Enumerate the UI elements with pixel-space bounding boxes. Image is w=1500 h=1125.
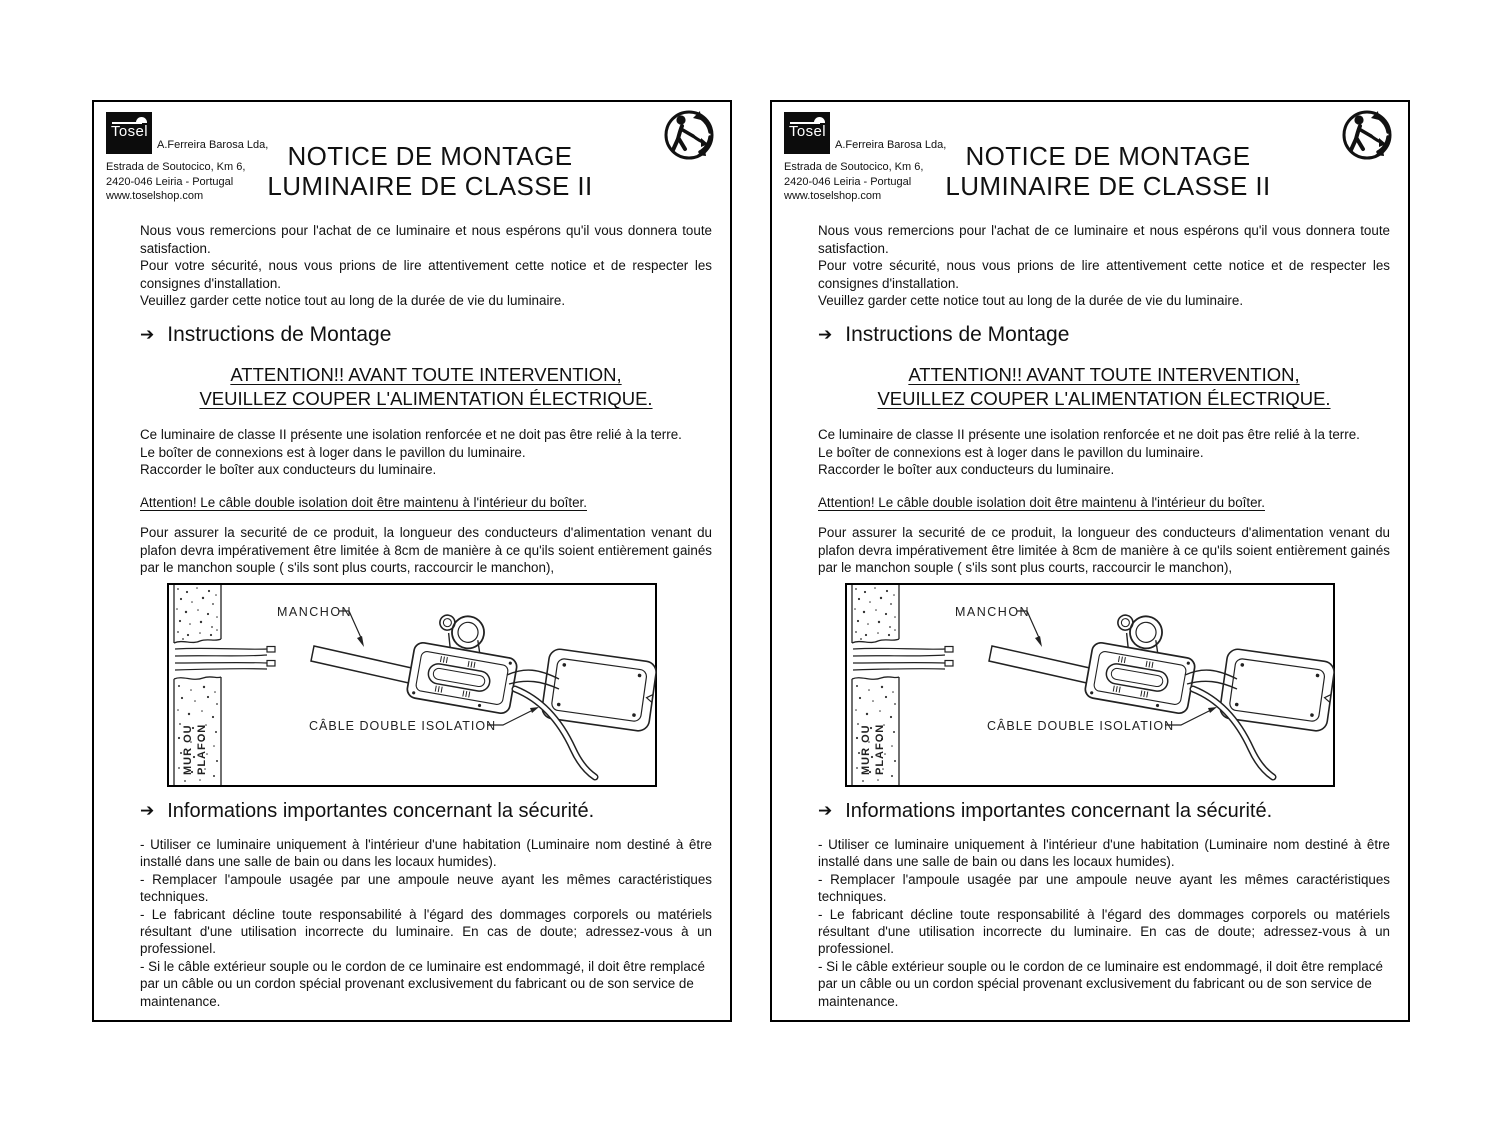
- class2-line-3: Raccorder le boîter aux conducteurs du luminaire.: [818, 462, 1115, 477]
- safety-item: - Le fabricant décline toute responsabilité à l'égard des dommages corporels ou matériels résultant d'une utilisation incorrecte du luminaire. En cas de doute; adressez-vous à un professionel.: [140, 906, 712, 957]
- class2-line-2: Le boîter de connexions est à loger dans le pavillon du luminaire.: [818, 444, 1204, 460]
- section-heading-securite: [818, 799, 1390, 822]
- section-heading-securite-label: Informations importantes concernant la sécurité.: [845, 799, 1273, 822]
- notice-page: [92, 100, 732, 1022]
- intro-p2: Pour votre sécurité, nous vous prions de lire attentivement cette notice et de respecter les consignes d'installation.: [818, 258, 1390, 291]
- section-heading-montage: [818, 322, 1390, 346]
- warning-line-2: VEUILLEZ COUPER L'ALIMENTATION ÉLECTRIQUE.: [877, 388, 1331, 409]
- safety-item: - Utiliser ce luminaire uniquement à l'intérieur d'une habitation (Luminaire nom destiné à être installé dans une salle de bain ou dans les locaux humides).: [818, 837, 1390, 870]
- triman-recycling-icon: [1340, 106, 1398, 164]
- assembly-diagram-svg: [167, 583, 657, 787]
- cable-note: Attention! Le câble double isolation doit être maintenu à l'intérieur du boîter.: [140, 494, 587, 510]
- triman-recycling-icon: [662, 106, 720, 164]
- wall-label-line2: PLAFON: [874, 723, 886, 775]
- safety-item: - Remplacer l'ampoule usagée par une ampoule neuve ayant les mêmes caractéristiques techniques.: [140, 871, 712, 905]
- assembly-diagram: [167, 583, 657, 787]
- intro-p1: Nous vous remercions pour l'achat de ce luminaire et nous espérons qu'il vous donnera toute satisfaction.: [140, 223, 712, 256]
- warning-banner: [818, 363, 1390, 411]
- cable-label: CÂBLE DOUBLE ISOLATION: [309, 718, 497, 733]
- safety-list: [818, 836, 1390, 1010]
- wall-label-line1: MUR OU: [860, 723, 872, 775]
- tosel-logo: [784, 112, 830, 154]
- cable-note: Attention! Le câble double isolation doit être maintenu à l'intérieur du boîter.: [818, 494, 1265, 510]
- manchon-label: MANCHON: [277, 604, 353, 619]
- logo-brand-text: Tosel: [111, 123, 149, 140]
- arrow-right-icon: ➔: [140, 800, 155, 821]
- safety-item: - Remplacer l'ampoule usagée par une ampoule neuve ayant les mêmes caractéristiques techniques.: [818, 871, 1390, 905]
- intro-p3: Veuillez garder cette notice tout au long de la durée de vie du luminaire.: [818, 293, 1244, 308]
- address-line-1: Estrada de Soutocico, Km 6,: [784, 161, 924, 173]
- intro-paragraphs: [140, 222, 712, 310]
- document-title: [852, 141, 1364, 201]
- address-line-2: 2420-046 Leiria - Portugal: [106, 175, 234, 188]
- title-line-1: NOTICE DE MONTAGE: [965, 141, 1251, 171]
- title-line-2: LUMINAIRE DE CLASSE II: [945, 171, 1271, 201]
- notice-page: [770, 100, 1410, 1022]
- length-note: Pour assurer la securité de ce produit, la longueur des conducteurs d'alimentation venant du plafon devra impérativement être limitée à 8cm de manière à ce qu'ils soient entièrement gainés par le manchon souple ( s'ils sont plus courts, raccourcir le manchon),: [818, 525, 1390, 575]
- company-name: A.Ferreira Barosa Lda,: [835, 139, 947, 151]
- arrow-right-icon: ➔: [818, 324, 833, 345]
- logo-brand-text: Tosel: [789, 123, 827, 140]
- class2-paragraph: [818, 426, 1390, 479]
- address-line-1: Estrada de Soutocico, Km 6,: [106, 161, 246, 173]
- safety-item: - Si le câble extérieur souple ou le cordon de ce luminaire est endommagé, il doit être remplacé par un câble ou un cordon spécial provenant exclusivement du fabricant ou de son service de maintenance.: [818, 958, 1383, 1009]
- warning-line-1: ATTENTION!! AVANT TOUTE INTERVENTION,: [908, 364, 1300, 385]
- section-heading-securite-label: Informations importantes concernant la sécurité.: [167, 799, 595, 822]
- class2-line-1: Ce luminaire de classe II présente une isolation renforcée et ne doit pas être relié à la terre.: [818, 427, 1360, 442]
- safety-item: - Si le câble extérieur souple ou le cordon de ce luminaire est endommagé, il doit être remplacé par un câble ou un cordon spécial provenant exclusivement du fabricant ou de son service de maintenance.: [140, 958, 705, 1009]
- intro-paragraphs: [818, 222, 1390, 310]
- title-line-1: NOTICE DE MONTAGE: [287, 141, 573, 171]
- intro-p2: Pour votre sécurité, nous vous prions de lire attentivement cette notice et de respecter les consignes d'installation.: [140, 258, 712, 291]
- class2-line-2: Le boîter de connexions est à loger dans le pavillon du luminaire.: [140, 444, 526, 460]
- assembly-diagram: [845, 583, 1335, 787]
- class2-paragraph: [140, 426, 712, 479]
- class2-line-3: Raccorder le boîter aux conducteurs du luminaire.: [140, 462, 437, 477]
- section-heading-securite: [140, 799, 712, 822]
- intro-p3: Veuillez garder cette notice tout au long de la durée de vie du luminaire.: [140, 293, 566, 308]
- company-website: www.toselshop.com: [106, 190, 204, 202]
- manchon-label: MANCHON: [955, 604, 1031, 619]
- company-name: A.Ferreira Barosa Lda,: [157, 139, 269, 151]
- tosel-logo: [106, 112, 152, 154]
- document-title: [174, 141, 686, 201]
- title-line-2: LUMINAIRE DE CLASSE II: [267, 171, 593, 201]
- wall-label-line2: PLAFON: [196, 723, 208, 775]
- section-heading-montage-label: Instructions de Montage: [167, 322, 392, 346]
- warning-line-2: VEUILLEZ COUPER L'ALIMENTATION ÉLECTRIQUE.: [199, 388, 653, 409]
- company-website: www.toselshop.com: [784, 190, 882, 202]
- cable-label: CÂBLE DOUBLE ISOLATION: [987, 718, 1175, 733]
- section-heading-montage: [140, 322, 712, 346]
- page-content: [818, 222, 1390, 1010]
- safety-item: - Le fabricant décline toute responsabilité à l'égard des dommages corporels ou matériels résultant d'une utilisation incorrecte du luminaire. En cas de doute; adressez-vous à un professionel.: [818, 906, 1390, 957]
- safety-item: - Utiliser ce luminaire uniquement à l'intérieur d'une habitation (Luminaire nom destiné à être installé dans une salle de bain ou dans les locaux humides).: [140, 837, 712, 870]
- arrow-right-icon: ➔: [818, 800, 833, 821]
- intro-p1: Nous vous remercions pour l'achat de ce luminaire et nous espérons qu'il vous donnera toute satisfaction.: [818, 223, 1390, 256]
- section-heading-montage-label: Instructions de Montage: [845, 322, 1070, 346]
- assembly-diagram-svg: [845, 583, 1335, 787]
- warning-line-1: ATTENTION!! AVANT TOUTE INTERVENTION,: [230, 364, 622, 385]
- safety-list: [140, 836, 712, 1010]
- length-note: Pour assurer la securité de ce produit, la longueur des conducteurs d'alimentation venant du plafon devra impérativement être limitée à 8cm de manière à ce qu'ils soient entièrement gainés par le manchon souple ( s'ils sont plus courts, raccourcir le manchon),: [140, 525, 712, 575]
- address-line-2: 2420-046 Leiria - Portugal: [784, 175, 912, 188]
- warning-banner: [140, 363, 712, 411]
- class2-line-1: Ce luminaire de classe II présente une isolation renforcée et ne doit pas être relié à la terre.: [140, 427, 682, 442]
- wall-label-line1: MUR OU: [182, 723, 194, 775]
- arrow-right-icon: ➔: [140, 324, 155, 345]
- page-content: [140, 222, 712, 1010]
